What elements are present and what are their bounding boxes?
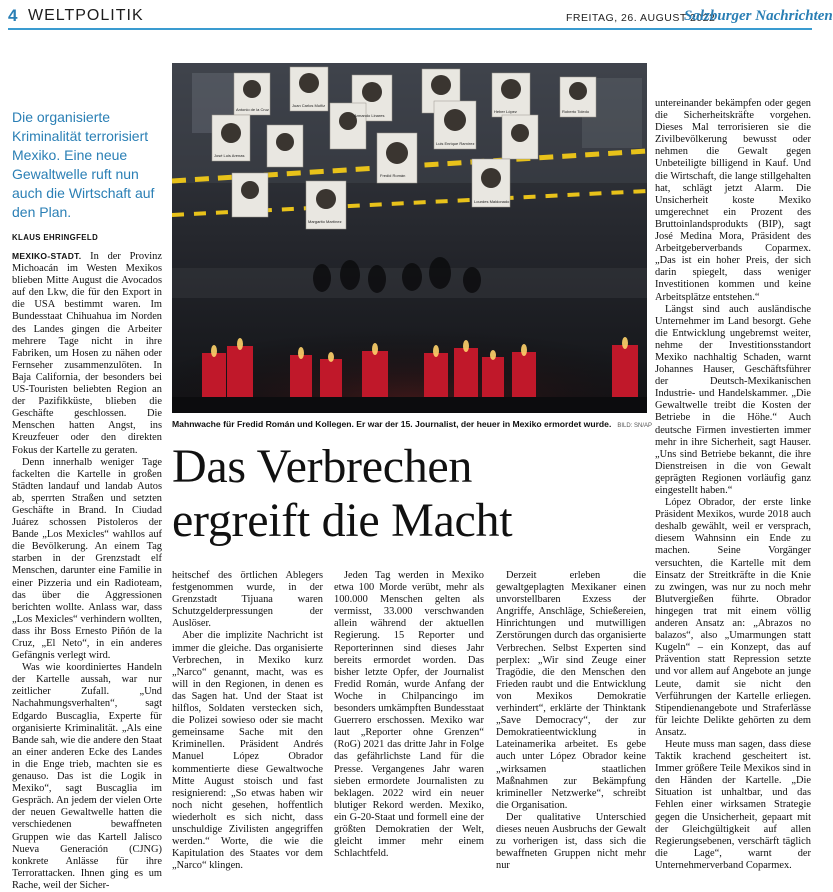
vigil-photo	[172, 63, 647, 413]
headline-line-1: Das Verbrechen	[172, 440, 473, 493]
poster-label: Juan Carlos Muñiz	[292, 103, 326, 108]
photo-credit: BILD: SN/AP	[617, 423, 653, 429]
article-column-3	[334, 570, 484, 860]
article-teaser: Die organisierte Kriminalität terrorisiert Mexiko. Eine neue Gewaltwelle ruft nun auch die Wirtschaft auf den Plan.	[12, 109, 155, 220]
paragraph: Derzeit erleben die gewaltgeplagten Mexikaner einen unvorstellbaren Exzess der Angriffe, Anschläge, Schießereien, Hinrichtungen und mutwilligen Zerstörungen durch das organisierte Verbrechen. Selbst Experten sind perplex: „Wir sind Zeuge einer Tragödie, die den Menschen den Frieden raubt und die Entwicklung von Mexikos Demokratie verhindert“, erklärte der Thinktank „Save Democracy“, der zur Demokratieentwicklung in Lateinamerika arbeitet. Es gebe auch unter López Obrador keine „wirksamen staatlichen Maßnahmen zur Bekämpfung krimineller Netzwerke“, schreibt die Organisation.	[496, 570, 646, 811]
article-headline	[172, 440, 652, 548]
article-column-4	[496, 570, 646, 872]
newspaper-logo: Salzburger Nachrichten	[684, 8, 833, 24]
issue-date: FREITAG, 26. AUGUST 2022	[566, 12, 716, 24]
author-byline: KLAUS EHRINGFELD	[12, 233, 99, 242]
poster-label: Luis Enrique Ramírez	[436, 141, 475, 146]
poster-label: Heber López	[494, 109, 517, 114]
paragraph: Heute muss man sagen, dass diese Taktik krachend gescheitert ist. Immer größere Teile Mexikos sind in den Händen der Kartelle. „Die Situation ist unhaltbar, und das Fehlen einer wirksamen Strategie gegen die Unsicherheit, gepaart mit der Gleichgültigkeit auf allen Regierungsebenen, verschärft täglich die Lage“, warnt der Unternehmerverband Coparmex.	[655, 738, 811, 871]
headline-line-2: ergreift die Macht	[172, 494, 513, 547]
poster-label: Roberto Toledo	[562, 109, 590, 114]
paragraph: Was wie koordiniertes Handeln der Kartelle aussah, war nur zeitlicher Zufall. „Und Nachahmungsverhalten“, sagt Edgardo Buscaglia, Experte für organisierte Kriminalität. „Als eine Bande sah, wie die andere den Staat an einer anderen Ecke des Landes in die Enge trieb, machten sie es genauso. Das ist die Logik in Mexiko“, sagt Buscaglia im Gespräch. An jedem der vielen Orte der neuen Gewaltwelle hatten die verschiedenen bewaffneten Gruppen wie das Kartell Jalisco Nueva Generación (CJNG) konkrete Anlässe für ihre Terrorattacken. Ihnen ging es um Rache, weil der Sicher-	[12, 662, 162, 891]
poster-label: Armando Linares	[354, 113, 385, 118]
poster-label: José Luis Arenas	[214, 153, 245, 158]
paragraph: Aber die implizite Nachricht ist immer die gleiche. Das organisierte Verbrechen, in Mexiko kurz „Narco“ genannt, macht, was es will in den Regionen, in denen es das Sagen hat. Und der Staat ist hilflos, Soldaten verstecken sich, die Polizei sowieso oder sie macht gemeinsame Sache mit den Kriminellen. Präsident Andrés Manuel López Obrador kommentierte diese Gewaltwoche Mitte August stoisch und fast resignierend: „So etwas haben wir noch nicht gesehen, hoffentlich wiederholt es sich nicht, dass unschuldige Zivilisten angegriffen werden.“ Worte, die wie die Kapitulation des Staates vor dem „Narco“ klingen.	[172, 630, 323, 872]
poster-label: Lourdes Maldonado	[474, 199, 510, 204]
photo-caption	[172, 419, 653, 429]
paragraph: López Obrador, der erste linke Präsident Mexikos, wurde 2018 auch deshalb gewählt, weil er versprach, diesem Wahnsinn ein Ende zu machen. Seine Vorgänger versuchten, die Kartelle mit dem Einsatz der Streitkräfte in die Knie zu zwingen, was nur zu noch mehr Blutvergießen führte. Obrador hingegen trat mit einem völlig anderen Ansatz an: „Abrazos no balazos“, also „Umarmungen statt Kugeln“ – ein Konzept, das auf Prävention statt Repression setzte und vor allem auf Angebote an junge Leute, damit sie nicht den Verführungen der Kartelle erliegen. Stipendienangebote und Straferlässe für leichte Delikte gehörten zu dem Ansatz.	[655, 497, 811, 738]
article-column-1	[12, 251, 162, 891]
paragraph-text: In der Provinz Michoacán im Westen Mexikos blieben Mitte August die Avocados auf den Lkw, die für den Export in die USA bestimmt waren. Im Bundesstaat Chihuahua im Norden des Landes gingen die Arbeiter mehrere Tage nicht in ihre Fabriken, um Hosen zu nähen oder Fernseher zusammenzulöten. In Baja California, der besonders bei US-Touristen beliebten Region an der Pazifikküste, blieben die Geschäfte geschlossen. Die Menschen hatten Angst, ins Kreuzfeuer oder den direkten Fokus der Kartelle zu geraten.	[12, 251, 162, 456]
poster-label: Antonio de la Cruz	[236, 107, 269, 112]
paragraph: untereinander bekämpfen oder gegen die Sicherheitskräfte vorgehen. Dieses Mal terrorisieren sie die Zivilbevölkerung bewusst oder nehmen die Gewalt gegen Unbeteiligte billigend in Kauf. Und die Wirtschaft, die lange stillgehalten hat, schlägt jetzt Alarm. Die Unsicherheit koste Mexiko umgerechnet ein Prozent des Bruttoinlandsprodukts (BIP), sagt José Medina Mora, Präsident des Arbeitgeberverbands Coparmex. „Das ist ein hoher Preis, der sich darin spiegelt, dass weniger Investitionen kommen und keine Arbeitsplätze entstehen.“	[655, 98, 811, 303]
paragraph: Jeden Tag werden in Mexiko etwa 100 Morde verübt, mehr als 100.000 Menschen gelten als vermisst, 33.000 verschwanden allein während der aktuellen Regierung. 15 Reporter und Reporterinnen sind dieses Jahr bereits ermordet worden. Das bisher letzte Opfer, der Journalist Fredid Román, wurde Anfang der Woche in Chilpancingo im besonders umkämpften Bundesstaat Guerrero erschossen. Mexiko war laut „Reporter ohne Grenzen“ (RoG) 2021 das dritte Jahr in Folge das gefährlichste Land für die Presse. Vergangenes Jahr waren sieben ermordete Journalisten zu beklagen. 2022 wird ein neuer blutiger Rekord werden. Mexiko, ein G-20-Staat und formell eine der größten Demokratien der Welt, gleicht immer mehr einem Schlachtfeld.	[334, 570, 484, 860]
paragraph: Längst sind auch ausländische Unternehmer im Land besorgt. Gehe die Entwicklung ungebremst weiter, nehme der Investitionsstandort Mexiko nachhaltig Schaden, warnt Johannes Hauser, Geschäftsführer der Deutsch-Mexikanischen Industrie- und Handelskammer. „Die Gewaltwelle treibt die Kosten der Betriebe in die Höhe.“ Auch deutsche Firmen investierten immer mehr in ihre Sicherheit, sagt Hauser. „Uns sind Betriebe bekannt, die ihre Dienstreisen in die von Gewalt geprägten Regionen vorläufig ganz eingestellt haben.“	[655, 303, 811, 496]
poster-label: Margarito Martínez	[308, 219, 342, 224]
page-number: 4	[8, 6, 18, 25]
section-title: WELTPOLITIK	[28, 7, 144, 24]
paragraph: Der qualitative Unterschied dieses neuen Ausbruchs der Gewalt zu vorherigen ist, dass sich die bewaffneten Gruppen nicht mehr nur	[496, 811, 646, 872]
poster-label: Fredid Román	[380, 173, 406, 178]
paragraph	[12, 251, 162, 457]
vigil-photo-illustration	[172, 63, 647, 413]
caption-text: Mahnwache für Fredid Román und Kollegen. Er war der 15. Journalist, der heuer in Mexiko ermordet wurde.	[172, 419, 612, 429]
article-column-2	[172, 570, 323, 872]
page-header	[8, 6, 833, 30]
paragraph: heitschef des örtlichen Ablegers festgenommen wurde, in der Grenzstadt Tijuana waren Schutzgelderpressungen der Auslöser.	[172, 570, 323, 630]
paragraph: Denn innerhalb weniger Tage fackelten die Kartelle in großen Städten landauf und landab Autos ab, sperrten Straßen und setzten Geschäfte in Brand. In Ciudad Juárez schossen Pistoleros der Bande „Los Mexicles“ wahllos auf die Bevölkerung. An einem Tag starben in der Grenzstadt elf Menschen, darunter eine Familie in einer Pizzeria und ein Radioteam, das über die Aggressionen berichten wollte. Anlass war, dass „Los Mexicles“ verhindern wollten, dass ihr Boss Ernesto Piñón de la Cruz, „El Neto“, in ein anderes Gefängnis verlegt wird.	[12, 456, 162, 662]
dateline: MEXIKO-STADT.	[12, 251, 82, 261]
article-column-5	[655, 98, 811, 871]
